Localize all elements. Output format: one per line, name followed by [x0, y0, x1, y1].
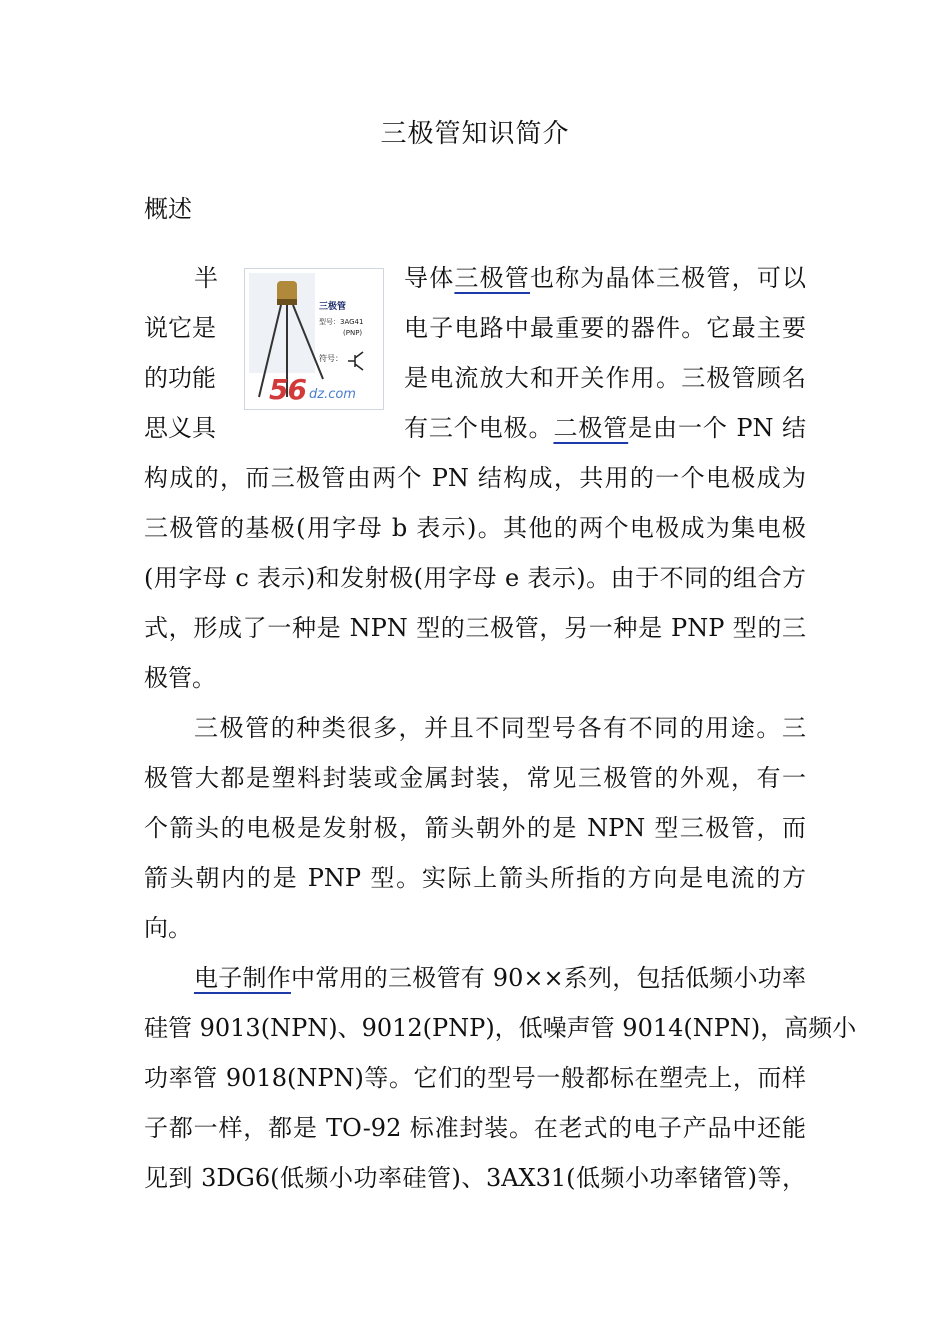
para2-line-3: 个箭头的电极是发射极，箭头朝外的是 NPN 型三极管，而	[144, 814, 806, 842]
intro-text: 有三个电极。	[404, 414, 554, 442]
figure-watermark-logo: 56	[269, 373, 306, 406]
intro-line-5: 构成的，而三极管由两个 PN 结构成，共用的一个电极成为	[144, 464, 806, 492]
para2-line-5: 向。	[144, 914, 192, 942]
intro-line-4-right	[404, 411, 806, 445]
intro-line-1-left: 半	[194, 264, 218, 292]
link-dianzi-zhizuo[interactable]: 电子制作	[194, 964, 291, 992]
link-erjiguan[interactable]: 二极管	[553, 414, 629, 442]
figure-caption-title: 三极管	[319, 302, 347, 312]
intro-line-3-left: 的功能	[144, 364, 216, 392]
para3-line-5: 见到 3DG6(低频小功率硅管)、3AX31(低频小功率锗管)等，	[144, 1164, 806, 1192]
page-title: 三极管知识简介	[380, 119, 570, 149]
intro-text: 导体	[404, 264, 455, 292]
intro-line-9: 极管。	[144, 664, 216, 692]
figure-caption-symbol: 符号：	[319, 354, 343, 363]
intro-line-6: 三极管的基极(用字母 b 表示)。其他的两个电极成为集电极	[144, 514, 806, 542]
intro-line-8: 式，形成了一种是 NPN 型的三极管，另一种是 PNP 型的三	[144, 614, 806, 642]
para2-line-2: 极管大都是塑料封装或金属封装，常见三极管的外观，有一	[144, 764, 806, 792]
para3-line-3: 功率管 9018(NPN)等。它们的型号一般都标在塑壳上，而样	[144, 1064, 806, 1092]
intro-line-2-left: 说它是	[144, 314, 216, 342]
figure-watermark-suffix: dz.com	[309, 387, 356, 402]
transistor-figure	[244, 268, 384, 410]
intro-text: 也称为晶体三极管，可以	[530, 264, 807, 292]
intro-line-1-right	[404, 261, 806, 295]
figure-caption-type: (PNP)	[343, 329, 363, 337]
figure-caption-model: 型号：3AG41	[319, 318, 364, 326]
intro-text: 是由一个 PN 结	[628, 414, 806, 442]
para2-line-1: 三极管的种类很多，并且不同型号各有不同的用途。三	[194, 714, 806, 742]
para3-text: 中常用的三极管有 90××系列，包括低频小功率	[290, 964, 807, 992]
intro-line-3-right: 是电流放大和开关作用。三极管顾名	[404, 364, 806, 392]
intro-line-2-right: 电子电路中最重要的器件。它最主要	[404, 314, 806, 342]
para3-line-1	[194, 961, 806, 995]
para3-line-4: 子都一样，都是 TO-92 标准封装。在老式的电子产品中还能	[144, 1114, 806, 1142]
section-heading: 概述	[144, 195, 192, 223]
para2-line-4: 箭头朝内的是 PNP 型。实际上箭头所指的方向是电流的方	[144, 864, 806, 892]
intro-line-7: (用字母 c 表示)和发射极(用字母 e 表示)。由于不同的组合方	[144, 564, 806, 592]
para3-line-2: 硅管 9013(NPN)、9012(PNP)，低噪声管 9014(NPN)，高频小	[144, 1014, 857, 1042]
link-sanjiguan[interactable]: 三极管	[454, 264, 531, 292]
intro-line-4-left: 思义具	[144, 414, 216, 442]
